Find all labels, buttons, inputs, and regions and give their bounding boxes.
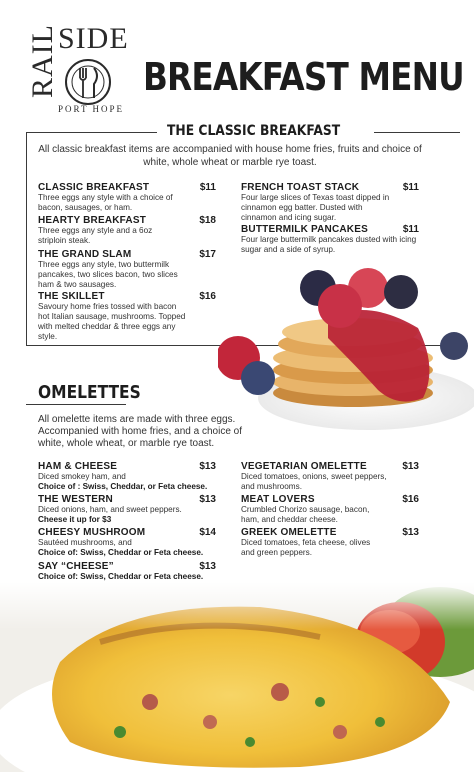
page-title: BREAKFAST MENU [143,55,464,99]
omelette-image [0,582,474,772]
item-price: $11 [402,224,419,235]
classic-intro: All classic breakfast items are accompanied with house home fries, fruits and choice of white, whole wheat or marble rye toast. [38,144,422,168]
pancake-stack-image [218,258,474,430]
item-price: $11 [199,182,216,193]
item-name: BUTTERMILK PANCAKES [241,224,368,235]
item-desc: Diced onions, ham, and sweet peppers. [38,505,182,514]
omelettes-section-title: OMELETTES [38,382,141,403]
item-desc: Four large buttermilk pancakes dusted with icing sugar and a side of syrup. [241,235,417,254]
item-price: $13 [402,527,419,538]
logo-rail-text: RAIL [26,24,59,98]
item-extra: Cheese it up for $3 [38,515,112,524]
item-desc: Diced smokey ham, and [38,472,126,481]
menu-item [38,215,216,246]
item-desc: Crumbled Chorizo sausage, bacon, ham, and cheddar cheese. [241,505,370,524]
item-name: HAM & CHEESE [38,461,118,472]
item-price: $13 [199,461,216,472]
item-name: VEGETARIAN OMELETTE [241,461,367,472]
item-name: CHEESY MUSHROOM [38,527,146,538]
item-desc: Diced tomatoes, onions, sweet peppers, and mushrooms. [241,472,387,491]
item-desc: Four large slices of Texas toast dipped in cinnamon egg batter. Dusted with cinnamon and icing sugar. [241,193,390,222]
menu-item [241,461,419,492]
item-desc: Three eggs any style and a 6oz striploin steak. [38,226,153,245]
item-desc: Sautéed mushrooms, and [38,538,132,547]
item-desc: Savoury home fries tossed with bacon hot Italian sausage, mushrooms. Topped with melted cheddar & three eggs any style. [38,302,186,341]
item-desc: Three eggs any style with a choice of bacon, sausages, or ham. [38,193,173,212]
item-name: HEARTY BREAKFAST [38,215,147,226]
item-name: MEAT LOVERS [241,494,315,505]
item-price: $11 [402,182,419,193]
omelettes-intro: All omelette items are made with three eggs. Accompanied with home fries, and a choice of white, whole wheat, or marble rye toast. [38,414,242,449]
menu-item [38,291,216,342]
menu-item [241,182,419,223]
item-price: $13 [199,561,216,572]
item-name: FRENCH TOAST STACK [241,182,360,193]
item-extra: Choice of : Swiss, Cheddar, or Feta cheese. [38,482,208,491]
restaurant-logo [24,24,134,116]
item-name: THE WESTERN [38,494,113,505]
item-price: $13 [199,494,216,505]
item-name: GREEK OMELETTE [241,527,337,538]
item-price: $13 [402,461,419,472]
menu-item [38,249,216,290]
menu-item [241,494,419,525]
item-price: $16 [402,494,419,505]
menu-item [38,527,216,558]
item-price: $14 [199,527,216,538]
menu-item [241,527,419,558]
menu-item [38,561,216,582]
item-name: THE GRAND SLAM [38,249,132,260]
item-desc: Diced tomatoes, feta cheese, olives and green peppers. [241,538,371,557]
item-price: $17 [199,249,216,260]
item-price: $18 [199,215,216,226]
logo-location: PORT HOPE [58,104,125,114]
menu-item [38,461,216,492]
item-name: SAY “CHEESE” [38,561,114,572]
item-price: $16 [199,291,216,302]
menu-item [241,224,419,255]
logo-side-text: SIDE [58,22,129,55]
section-divider [26,404,126,405]
menu-item [38,182,216,213]
item-extra: Choice of: Swiss, Cheddar or Feta cheese. [38,548,204,557]
item-name: THE SKILLET [38,291,105,302]
item-desc: Three eggs any style, two buttermilk pancakes, two slices bacon, two slices ham & two sausages. [38,260,178,289]
menu-item [38,494,216,525]
item-name: CLASSIC BREAKFAST [38,182,150,193]
classic-section-title: THE CLASSIC BREAKFAST [167,123,341,139]
item-extra: Choice of: Swiss, Cheddar or Feta cheese. [38,572,204,581]
